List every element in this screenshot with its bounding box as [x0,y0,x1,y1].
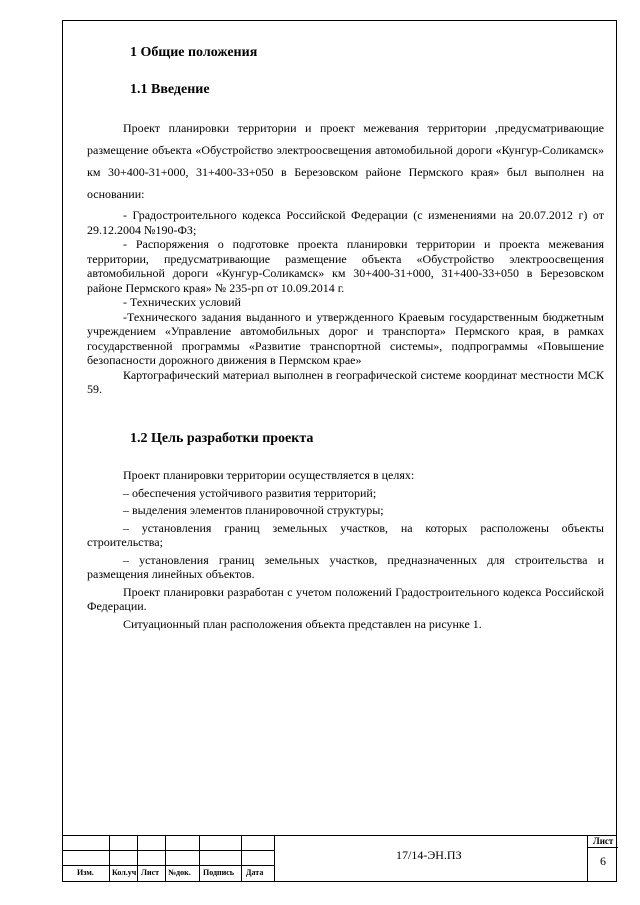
intro-paragraph: Проект планировки территории и проект межевания территории ,предусматривающие размещение объекта «Обустройство электроосвещения автомобильной дороги «Кунгур-Соликамск» км 30+400-31+000, 31+400-33+050 в Березовском районе Пермского края» был выполнен на основании: [87,121,604,201]
stamp-sheet-line [588,847,618,848]
page-frame [62,20,617,882]
stamp-row-line [63,850,275,851]
basis-item: - Распоряжения о подготовке проекта планировки территории и проекта межевания территории, предусматривающие размещение объекта «Обустройство электроосвещения автомобильной дороги «Кунгур-Соликамск» км 30+400-31+000, 31+400-33+050 в Березовском районе Пермского края» № 235-рп от 10.09.2014 г. [87,237,604,295]
stamp-label-izm: Изм. [77,868,94,877]
title-block [63,835,616,881]
goal-item: Ситуационный план расположения объекта представлен на рисунке 1. [123,616,482,631]
basis-list [87,208,604,397]
stamp-label-ndoc: №док. [168,868,191,877]
goal-item: – обеспечения устойчивого развития территорий; [123,485,377,500]
basis-item: - Градостроительного кодекса Российской Федерации (с изменениями на 20.07.2012 г) от 29.12.2004 №190-ФЗ; [87,208,604,237]
goal-list [87,468,604,631]
heading-goal: 1.2 Цель разработки проекта [130,431,314,446]
goal-item: Проект планировки территории осуществляется в целях: [123,468,415,482]
goal-item: – выделения элементов планировочной структуры; [123,503,384,517]
goal-item: Проект планировки разработан с учетом положений Градостроительного кодекса Российской Федерации. [87,584,604,613]
basis-item: -Технического задания выданного и утвержденного Краевым государственным бюджетным учреждением «Управление автомобильных дорог и транспорта» Пермского края, в рамках государственной программы «Развитие транспортной системы», подпрограммы «Повышение безопасности дорожного движения в Пермском крае» [87,309,604,367]
heading-general: 1 Общие положения [130,45,258,60]
document-code: 17/14-ЭН.ПЗ [396,848,462,862]
basis-item: - Технических условий [123,295,241,309]
sheet-label: Лист [593,836,614,846]
goal-item: – установления границ земельных участков, на которых расположены объекты строительства; [87,520,604,549]
stamp-label-data: Дата [246,868,264,877]
basis-item: Картографический материал выполнен в географической системе координат местности МСК 59. [87,367,604,396]
heading-introduction: 1.1 Введение [130,82,210,97]
stamp-row-line [63,865,275,866]
stamp-label-podpis: Подпись [203,868,235,877]
sheet-number: 6 [600,854,606,868]
stamp-label-list: Лист [141,868,160,877]
goal-item: – установления границ земельных участков, предназначенных для строительства и размещения линейных объектов. [87,552,604,581]
stamp-label-kolich: Кол.уч [112,868,137,877]
